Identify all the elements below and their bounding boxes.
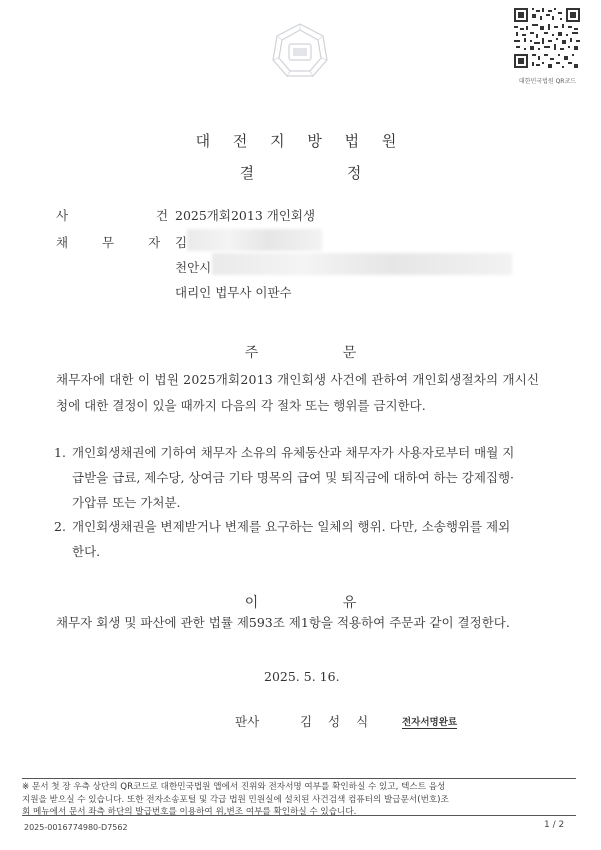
reason-text: 채무자 회생 및 파산에 관한 법률 제593조 제1항을 적용하여 주문과 같이 결정한다. bbox=[56, 615, 510, 630]
order-intro-line-2: 청에 대한 결정이 있을 때까지 다음의 각 절차 또는 행위를 금지한다. bbox=[56, 398, 426, 413]
notice-line-2: 지원을 받으실 수 있습니다. 또한 전자소송포털 및 각급 법원 민원실에 설치된 사건검색 컴퓨터의 발급문서(번호)조 bbox=[22, 794, 449, 805]
qr-caption: 대한민국법원 QR코드 bbox=[518, 78, 577, 85]
decision-date: 2025. 5. 16. bbox=[264, 669, 340, 684]
agent: 대리인 법무사 이판수 bbox=[175, 285, 292, 300]
court-name: 대 전 지 방 법 원 bbox=[195, 132, 406, 150]
item-2-number: 2. bbox=[54, 519, 66, 534]
notice-line-1: ※ 문서 첫 장 우측 상단의 QR코드로 대한민국법원 앱에서 진위와 전자서명 여부를 확인하실 수 있고, 텍스트 음성 bbox=[22, 782, 446, 792]
item-2-line-2: 한다. bbox=[72, 544, 101, 559]
document-title: 결 정 bbox=[239, 164, 406, 182]
debtor-label: 채 무 자 bbox=[56, 235, 176, 250]
item-2-line-1: 개인회생채권을 변제받거나 변제를 요구하는 일체의 행위. 다만, 소송행위를 제외 bbox=[72, 519, 511, 534]
debtor-name: 김 bbox=[175, 235, 188, 250]
judge-name: 김 성 식 bbox=[300, 714, 375, 729]
order-heading: 주 문 bbox=[244, 345, 397, 361]
page-indicator: 1 / 2 bbox=[544, 820, 565, 830]
item-1-number: 1. bbox=[54, 445, 66, 460]
order-intro-line-1: 채무자에 대한 이 법원 2025개회2013 개인회생 사건에 관하여 개인회생절차의 개시신 bbox=[56, 372, 540, 387]
item-1-line-3: 가압류 또는 가처분. bbox=[72, 495, 181, 510]
notice-box bbox=[22, 778, 576, 816]
qr-code-icon[interactable] bbox=[512, 6, 582, 70]
reason-heading: 이 유 bbox=[244, 595, 397, 611]
item-1-line-2: 급받을 급료, 제수당, 상여금 기타 명목의 급여 및 퇴직금에 대하여 하는 강제집행· bbox=[72, 470, 515, 485]
judge-label: 판사 bbox=[235, 714, 260, 729]
item-1-line-1: 개인회생채권에 기하여 채무자 소유의 유체동산과 채무자가 사용자로부터 매월 지 bbox=[72, 445, 515, 460]
redacted-address bbox=[212, 253, 512, 275]
case-value: 2025개회2013 개인회생 bbox=[175, 208, 316, 223]
issue-number: 2025-0016774980-D7562 bbox=[24, 823, 128, 832]
e-signature-stamp: 전자서명완료 bbox=[402, 714, 457, 729]
redacted-name bbox=[187, 229, 322, 251]
notice-line-3: 회 메뉴에서 문서 좌측 하단의 발급번호를 이용하여 위,변조 여부를 확인하실 수 있습니다. bbox=[22, 807, 357, 817]
court-seal-emblem bbox=[265, 20, 335, 82]
case-label: 사 건 bbox=[56, 208, 211, 223]
debtor-address: 천안시 bbox=[175, 260, 212, 275]
